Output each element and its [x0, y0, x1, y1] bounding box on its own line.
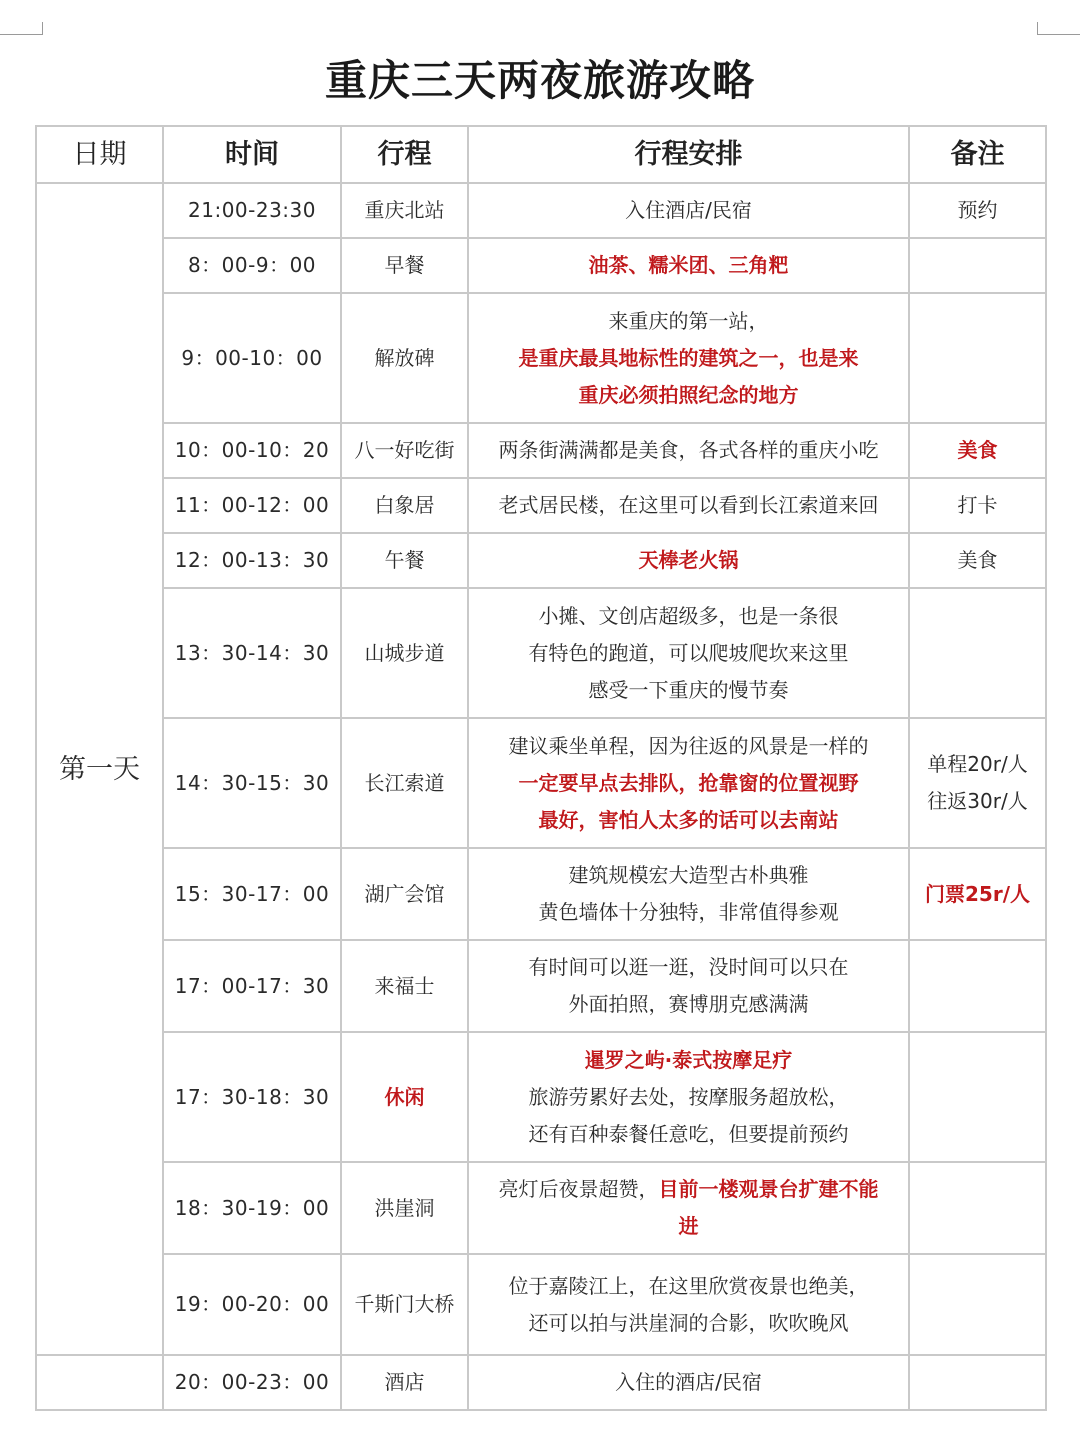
plan-cell	[468, 238, 909, 293]
plan-cell	[468, 423, 909, 478]
note-cell	[909, 423, 1046, 478]
place-cell: 白象居	[341, 478, 468, 533]
plan-line-highlight: 最好，害怕人太多的话可以去南站	[538, 807, 839, 832]
plan-line: 有特色的跑道，可以爬坡爬坎来这里	[528, 640, 849, 665]
page-corner-mark-right	[1037, 22, 1080, 35]
header-note: 备注	[909, 126, 1046, 183]
place-cell: 解放碑	[341, 293, 468, 423]
plan-line-highlight: 重庆必须拍照纪念的地方	[578, 382, 799, 407]
time-cell: 17：30-18：30	[163, 1032, 341, 1162]
itinerary-table	[35, 125, 1047, 1411]
place-cell: 山城步道	[341, 588, 468, 718]
plan-line-highlight: 是重庆最具地标性的建筑之一，也是来	[518, 345, 859, 370]
note-cell	[909, 533, 1046, 588]
place-cell: 午餐	[341, 533, 468, 588]
note-cell	[909, 848, 1046, 940]
place-cell: 湖广会馆	[341, 848, 468, 940]
table-row	[36, 238, 1046, 293]
plan-cell	[468, 1162, 909, 1254]
table-row	[36, 533, 1046, 588]
table-row	[36, 1254, 1046, 1355]
note-cell	[909, 238, 1046, 293]
note-cell	[909, 183, 1046, 238]
plan-line: 来重庆的第一站，	[608, 308, 769, 333]
time-cell: 12：00-13：30	[163, 533, 341, 588]
plan-line: 感受一下重庆的慢节奏	[588, 677, 789, 702]
time-cell: 14：30-15：30	[163, 718, 341, 848]
plan-line: 位于嘉陵江上，在这里欣赏夜景也绝美，	[508, 1273, 869, 1298]
note-cell	[909, 1162, 1046, 1254]
table-row	[36, 940, 1046, 1032]
note-line: 单程20r/人	[927, 752, 1028, 776]
header-time: 时间	[163, 126, 341, 183]
place-cell: 来福士	[341, 940, 468, 1032]
header-date: 日期	[36, 126, 163, 183]
table-row	[36, 1032, 1046, 1162]
plan-line: 还有百种泰餐任意吃，但要提前预约	[528, 1121, 849, 1146]
table-row	[36, 718, 1046, 848]
table-row	[36, 183, 1046, 238]
note-line: 往返30r/人	[927, 789, 1028, 813]
table-row	[36, 588, 1046, 718]
plan-line-highlight: 天棒老火锅	[638, 548, 739, 572]
plan-cell	[468, 1355, 909, 1410]
table-row	[36, 478, 1046, 533]
note-cell	[909, 588, 1046, 718]
place-cell: 重庆北站	[341, 183, 468, 238]
plan-line-highlight: 油茶、糯米团、三角粑	[588, 253, 789, 277]
plan-line	[475, 1171, 902, 1208]
place-cell: 千斯门大桥	[341, 1254, 468, 1355]
time-cell: 18：30-19：00	[163, 1162, 341, 1254]
place-cell: 休闲	[341, 1032, 468, 1162]
table-row	[36, 423, 1046, 478]
day-cell: 第一天	[36, 183, 163, 1355]
plan-line: 建议乘坐单程，因为往返的风景是一样的	[508, 733, 869, 758]
time-cell: 21:00-23:30	[163, 183, 341, 238]
plan-line: 入住的酒店/民宿	[615, 1370, 762, 1394]
plan-line: 有时间可以逛一逛，没时间可以只在	[528, 955, 849, 979]
note-line: 打卡	[957, 493, 998, 517]
note-line-highlight: 门票25r/人	[925, 881, 1030, 906]
plan-line: 外面拍照，赛博朋克感满满	[568, 992, 809, 1016]
time-cell: 9：00-10：00	[163, 293, 341, 423]
plan-line: 还可以拍与洪崖洞的合影，吹吹晚风	[528, 1310, 849, 1335]
note-cell	[909, 1254, 1046, 1355]
note-cell	[909, 293, 1046, 423]
plan-line: 旅游劳累好去处，按摩服务超放松，	[528, 1084, 849, 1109]
note-cell	[909, 478, 1046, 533]
table-row	[36, 848, 1046, 940]
plan-line-highlight: 进	[678, 1214, 699, 1238]
plan-cell	[468, 1032, 909, 1162]
day-cell-empty	[36, 1355, 163, 1410]
plan-cell	[468, 533, 909, 588]
note-line-highlight: 美食	[957, 438, 998, 462]
plan-text: 亮灯后夜景超赞，	[498, 1177, 659, 1201]
header-route: 行程	[341, 126, 468, 183]
time-cell: 20：00-23：00	[163, 1355, 341, 1410]
note-cell	[909, 718, 1046, 848]
header-plan: 行程安排	[468, 126, 909, 183]
page-title: 重庆三天两夜旅游攻略	[324, 56, 755, 105]
time-cell: 15：30-17：00	[163, 848, 341, 940]
plan-cell	[468, 478, 909, 533]
time-cell: 17：00-17：30	[163, 940, 341, 1032]
plan-cell	[468, 718, 909, 848]
plan-line-highlight: 暹罗之屿·泰式按摩足疗	[584, 1047, 793, 1072]
place-cell: 早餐	[341, 238, 468, 293]
plan-line: 入住酒店/民宿	[625, 198, 752, 222]
plan-line: 黄色墙体十分独特，非常值得参观	[538, 900, 839, 924]
table-row	[36, 1355, 1046, 1410]
time-cell: 19：00-20：00	[163, 1254, 341, 1355]
plan-line: 两条街满满都是美食，各式各样的重庆小吃	[498, 438, 879, 462]
table-header-row	[36, 126, 1046, 183]
plan-cell	[468, 183, 909, 238]
table-row	[36, 293, 1046, 423]
plan-cell	[468, 293, 909, 423]
plan-line: 建筑规模宏大造型古朴典雅	[568, 863, 809, 887]
time-cell: 13：30-14：30	[163, 588, 341, 718]
page-corner-mark-left	[0, 22, 43, 35]
place-cell: 八一好吃街	[341, 423, 468, 478]
note-line: 美食	[957, 548, 998, 572]
plan-cell	[468, 940, 909, 1032]
note-cell	[909, 940, 1046, 1032]
plan-line: 小摊、文创店超级多，也是一条很	[538, 603, 839, 628]
plan-line: 老式居民楼，在这里可以看到长江索道来回	[498, 493, 879, 517]
plan-cell	[468, 848, 909, 940]
plan-cell	[468, 588, 909, 718]
table-row	[36, 1162, 1046, 1254]
note-cell	[909, 1355, 1046, 1410]
note-line: 预约	[957, 198, 998, 222]
plan-line-highlight: 一定要早点去排队，抢靠窗的位置视野	[518, 770, 859, 795]
plan-text-highlight: 目前一楼观景台扩建不能	[658, 1177, 879, 1201]
plan-cell	[468, 1254, 909, 1355]
place-cell: 洪崖洞	[341, 1162, 468, 1254]
place-cell: 酒店	[341, 1355, 468, 1410]
time-cell: 8：00-9：00	[163, 238, 341, 293]
time-cell: 10：00-10：20	[163, 423, 341, 478]
place-cell: 长江索道	[341, 718, 468, 848]
time-cell: 11：00-12：00	[163, 478, 341, 533]
note-cell	[909, 1032, 1046, 1162]
